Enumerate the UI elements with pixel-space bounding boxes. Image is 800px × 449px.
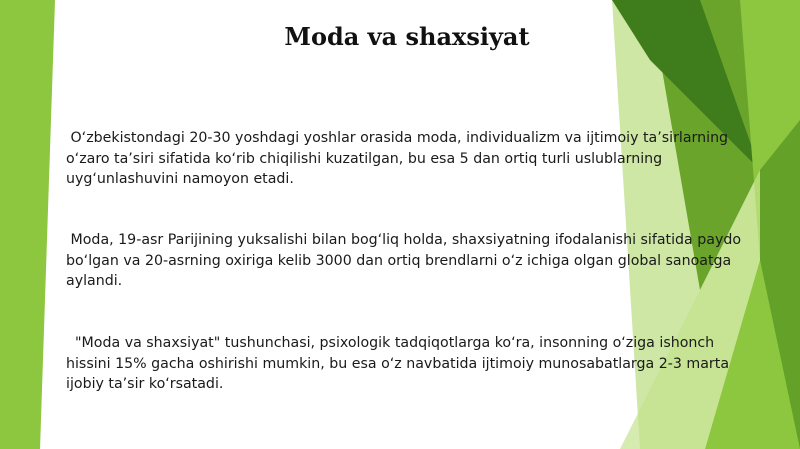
slide-title: Moda va shaxsiyat: [284, 22, 530, 51]
paragraph-3: "Moda va shaxsiyat" tushunchasi, psixologik tadqiqotlarga ko‘ra, insonning o‘ziga ishonch hissini 15% gacha oshirishi mumkin, bu esa o‘z navbatida ijtimoiy munosabatlarga 2-3 marta ijobiy ta’sir ko‘rsatadi.: [66, 335, 734, 392]
left-green-band: [0, 0, 55, 449]
paragraph-1: O‘zbekistondagi 20-30 yoshdagi yoshlar orasida moda, individualizm va ijtimoiy ta’sirlarning o‘zaro ta’siri sifatida ko‘rib chiqilishi kuzatilgan, bu esa 5 dan ortiq turli uslublarning uyg‘unlashuvini namoyon etadi.: [66, 130, 733, 187]
paragraph-2: Moda, 19-asr Parijining yuksalishi bilan bog‘liq holda, shaxsiyatning ifodalanishi sifatida paydo bo‘lgan va 20-asrning oxiriga kelib 3000 dan ortiq brendlarni o‘z ichiga olgan global sanoatga aylandi.: [66, 232, 746, 289]
